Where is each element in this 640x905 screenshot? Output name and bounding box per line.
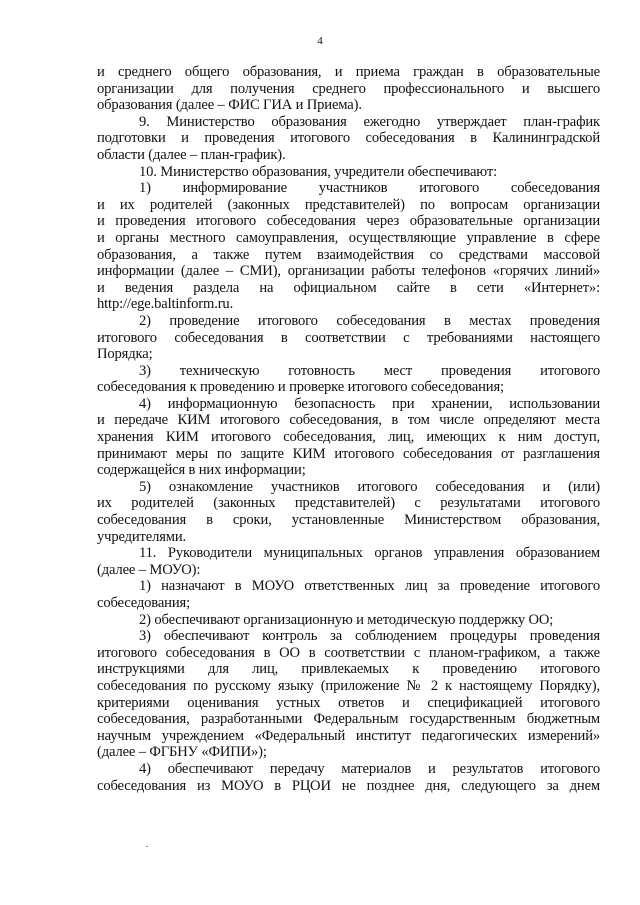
text-line: инструкциями для лиц, привлекаемых к проведению итогового xyxy=(97,661,600,678)
text-line: собеседования; xyxy=(97,595,190,611)
text-line: хранения КИМ итогового собеседования, лиц, имеющих к ним доступ, xyxy=(97,429,600,446)
text-line: собеседования в сроки, установленные Министерством образования, xyxy=(97,512,600,529)
text-line: собеседования по русскому языку (приложение № 2 к настоящему Порядку), xyxy=(97,677,600,694)
text-line: принимают меры по защите КИМ итогового собеседования от разглашения xyxy=(97,445,600,462)
text-line: (далее – МОУО): xyxy=(97,561,201,578)
text-line: 2) обеспечивают организационную и методическую поддержку ОО; xyxy=(139,611,554,628)
text-line: и передаче КИМ итогового собеседования, в том числе определяют места xyxy=(97,412,600,429)
text-line: их родителей (законных представителей) с результатами итогового xyxy=(97,495,600,512)
text-line: 4) информационную безопасность при хранении, использовании xyxy=(139,395,600,412)
text-line: и среднего общего образования, и приема граждан в образовательные xyxy=(97,64,600,80)
text-line: http://ege.baltinform.ru. xyxy=(97,296,234,313)
text-line: образования (далее – ФИС ГИА и Приема). xyxy=(97,97,362,114)
text-line: 2) проведение итогового собеседования в местах проведения xyxy=(139,312,600,329)
text-line: и органы местного самоуправления, осуществляющие управление в сфере xyxy=(97,229,600,246)
document-body xyxy=(97,64,600,794)
text-line: 11. Руководители муниципальных органов управления образованием xyxy=(139,545,600,562)
text-line: информации (далее – СМИ), организации работы телефонов «горячих линий» xyxy=(97,263,600,280)
text-line: итогового собеседования в ОО в соответствии с планом-графиком, а также xyxy=(97,644,600,661)
text-line: области (далее – план-график). xyxy=(97,146,286,163)
text-line: содержащейся в них информации; xyxy=(97,462,306,479)
text-line: 5) ознакомление участников итогового собеседования и (или) xyxy=(139,478,600,495)
scan-speck xyxy=(146,846,148,847)
text-line: научным учреждением «Федеральный институт педагогических измерений» xyxy=(97,727,600,744)
text-line: и их родителей (законных представителей) по вопросам организации xyxy=(97,196,600,213)
text-line: собеседования из МОУО в РЦОИ не позднее дня, следующего за днем xyxy=(97,777,600,794)
text-line: организации для получения среднего профессионального и высшего xyxy=(97,80,600,97)
text-line: 10. Министерство образования, учредители обеспечивают: xyxy=(139,163,497,180)
text-line: собеседования, разработанными Федеральным государственным бюджетным xyxy=(97,711,600,728)
text-line: и ведения раздела на официальном сайте в сети «Интернет»: xyxy=(97,279,600,296)
text-line: (далее – ФГБНУ «ФИПИ»); xyxy=(97,744,267,761)
text-line: 3) обеспечивают контроль за соблюдением процедуры проведения xyxy=(139,628,600,645)
text-line: 3) техническую готовность мест проведения итогового xyxy=(139,362,600,379)
text-line: итогового собеседования в соответствии с требованиями настоящего xyxy=(97,329,600,346)
text-line: Порядка; xyxy=(97,346,153,363)
text-line: 1) назначают в МОУО ответственных лиц за проведение итогового xyxy=(139,578,600,595)
text-line: собеседования к проведению и проверке итогового собеседования; xyxy=(97,379,504,396)
text-line: 1) информирование участников итогового собеседования xyxy=(139,180,600,197)
text-line: 4) обеспечивают передачу материалов и результатов итогового xyxy=(139,760,600,777)
text-line: подготовки и проведения итогового собеседования в Калининградской xyxy=(97,130,600,147)
text-line: и проведения итогового собеседования через образовательные организации xyxy=(97,213,600,230)
text-line: образования, а также путем взаимодействия со средствами массовой xyxy=(97,246,600,263)
page-number: 4 xyxy=(317,35,323,47)
text-line: учредителями. xyxy=(97,528,187,545)
text-line: критериями оценивания устных ответов и спецификацией итогового xyxy=(97,694,600,711)
text-line: 9. Министерство образования ежегодно утверждает план-график xyxy=(139,113,600,130)
